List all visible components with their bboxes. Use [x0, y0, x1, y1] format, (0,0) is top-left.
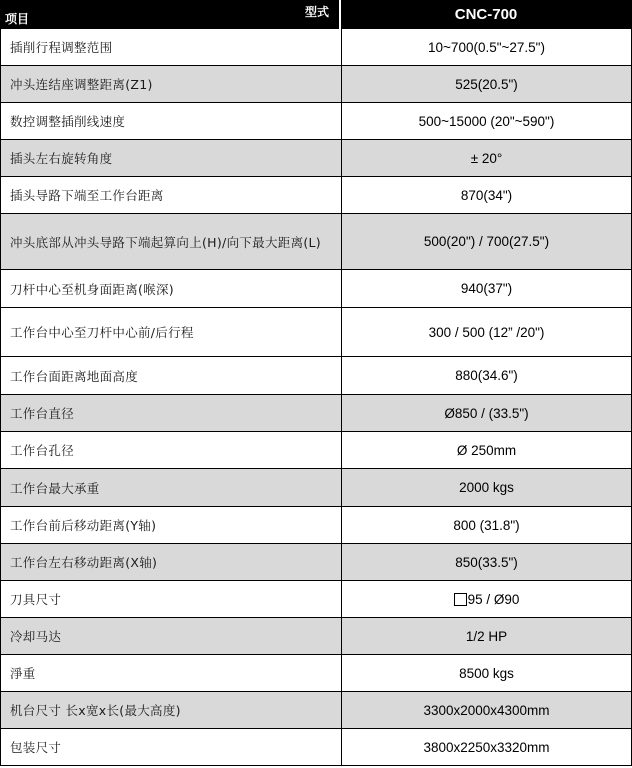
spec-value: 880(34.6") [455, 368, 518, 383]
spec-label: 淨重 [1, 655, 342, 691]
spec-value-text: 95 / Ø90 [467, 591, 520, 607]
spec-value: 3800x2250x3320mm [423, 739, 550, 755]
table-row [1, 308, 631, 357]
spec-value: 300 / 500 (12” /20") [428, 324, 545, 340]
spec-label: 工作台面距离地面高度 [1, 357, 342, 394]
spec-label: 冲头连结座调整距离(Z1) [1, 66, 342, 102]
spec-value: 500~15000 (20"~590") [418, 113, 555, 129]
header-model-type-label: 型式 [304, 5, 329, 19]
spec-value: 1/2 HP [465, 628, 508, 644]
table-row [1, 581, 631, 618]
table-row [1, 692, 631, 729]
spec-label: 工作台直径 [1, 395, 342, 431]
spec-label: 工作台中心至刀杆中心前/后行程 [1, 308, 342, 356]
spec-label: 机台尺寸 长x宽x长(最大高度) [1, 692, 342, 728]
header-model-name: CNC-700 [454, 6, 518, 23]
table-row [1, 469, 631, 507]
square-symbol-icon [454, 593, 467, 606]
spec-value: 2000 kgs [459, 480, 514, 495]
table-body [1, 29, 631, 766]
table-row [1, 103, 631, 140]
table-row [1, 655, 631, 692]
table-header [1, 0, 631, 29]
spec-value [342, 581, 631, 617]
header-item-label: 项目 [5, 12, 30, 26]
table-row [1, 214, 631, 270]
spec-label: 工作台孔径 [1, 432, 342, 468]
spec-label: 工作台最大承重 [1, 469, 342, 506]
spec-label: 刀具尺寸 [1, 581, 342, 617]
table-row [1, 270, 631, 308]
spec-label: 工作台左右移动距离(X轴) [1, 544, 342, 580]
table-row [1, 66, 631, 103]
spec-value: 525(20.5") [455, 76, 518, 92]
spec-value: 10~700(0.5"~27.5") [428, 39, 545, 55]
spec-label: 数控调整插削线速度 [1, 103, 342, 139]
table-row [1, 432, 631, 469]
spec-value: ± 20° [470, 150, 503, 166]
spec-label: 冷却马达 [1, 618, 342, 654]
spec-value: 800 (31.8") [453, 517, 520, 533]
table-row [1, 395, 631, 432]
spec-label: 工作台前后移动距离(Y轴) [1, 507, 342, 543]
table-row [1, 177, 631, 214]
table-row [1, 29, 631, 66]
spec-value: 850(33.5") [455, 554, 518, 570]
spec-value: 8500 kgs [459, 665, 514, 681]
spec-value: Ø 250mm [456, 442, 517, 458]
table-row [1, 544, 631, 581]
spec-value: 870(34") [460, 187, 513, 203]
table-row [1, 507, 631, 544]
spec-label: 插削行程调整范围 [1, 29, 342, 65]
spec-label: 包装尺寸 [1, 729, 342, 765]
table-row [1, 729, 631, 766]
spec-label: 冲头底部从冲头导路下端起算向上(H)/向下最大距离(L) [1, 214, 342, 269]
spec-label: 刀杆中心至机身面距离(喉深) [1, 270, 342, 307]
table-row [1, 140, 631, 177]
spec-value: 3300x2000x4300mm [423, 702, 550, 718]
spec-label: 插头左右旋转角度 [1, 140, 342, 176]
spec-value: 500(20") / 700(27.5") [423, 234, 550, 249]
spec-value: 940(37") [460, 281, 513, 296]
table-row [1, 357, 631, 395]
spec-value: Ø850 / (33.5") [444, 405, 529, 421]
table-row [1, 618, 631, 655]
spec-label: 插头导路下端至工作台距离 [1, 177, 342, 213]
header-corner-cell [1, 0, 341, 29]
